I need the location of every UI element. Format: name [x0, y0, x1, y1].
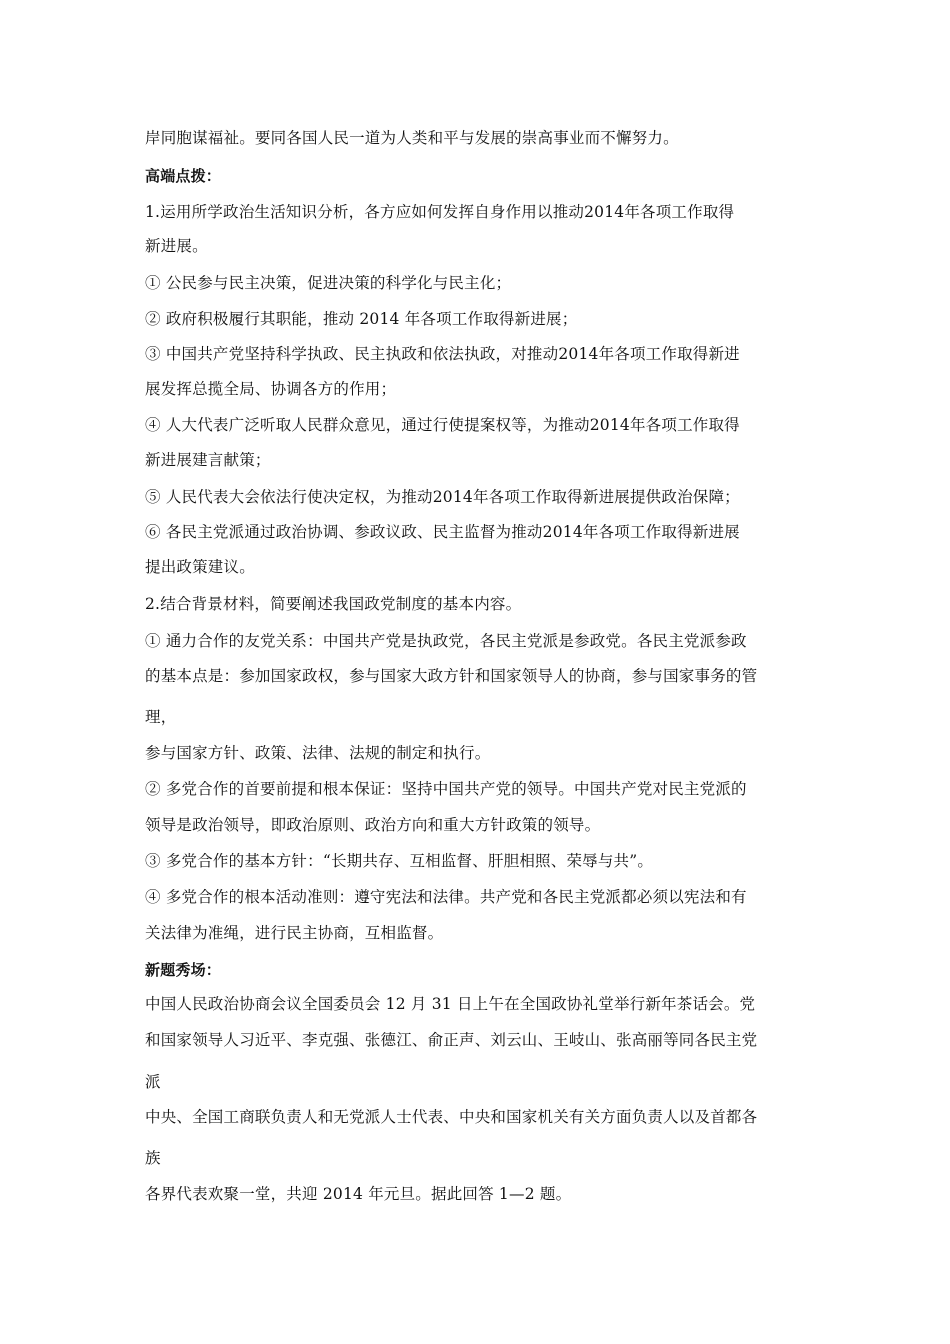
text-line: 和国家领导人习近平、李克强、张德江、俞正声、刘云山、王岐山、张高丽等同各民主党 [145, 1031, 758, 1049]
answer-line: ② 多党合作的首要前提和根本保证：坚持中国共产党的领导。中国共产党对民主党派的 [145, 780, 747, 798]
answer-line: ④ 人大代表广泛听取人民群众意见，通过行使提案权等，为推动2014年各项工作取得 [145, 416, 740, 434]
text-line: 派 [145, 1073, 161, 1091]
answer-line: ④ 多党合作的根本活动准则：遵守宪法和法律。共产党和各民主党派都必须以宪法和有 [145, 888, 747, 906]
text-line: 新进展。 [145, 237, 208, 255]
text-line: 中央、全国工商联负责人和无党派人士代表、中央和国家机关有关方面负责人以及首都各 [145, 1108, 758, 1126]
question-line: 1.运用所学政治生活知识分析，各方应如何发挥自身作用以推动2014年各项工作取得 [145, 203, 735, 221]
text-line: 新进展建言献策； [145, 451, 271, 469]
answer-line: ⑥ 各民主党派通过政治协调、参政议政、民主监督为推动2014年各项工作取得新进展 [145, 523, 740, 541]
text-line: 提出政策建议。 [145, 558, 255, 576]
answer-line: ① 通力合作的友党关系：中国共产党是执政党，各民主党派是参政党。各民主党派参政 [145, 632, 747, 650]
question-line: 2.结合背景材料，简要阐述我国政党制度的基本内容。 [145, 595, 522, 613]
section-heading: 高端点拨： [145, 167, 222, 185]
text-line: 的基本点是：参加国家政权，参与国家大政方针和国家领导人的协商，参与国家事务的管 [145, 667, 758, 685]
answer-line: ② 政府积极履行其职能，推动 2014 年各项工作取得新进展； [145, 310, 578, 328]
text-line: 关法律为准绳，进行民主协商，互相监督。 [145, 924, 444, 942]
answer-line: ⑤ 人民代表大会依法行使决定权，为推动2014年各项工作取得新进展提供政治保障； [145, 488, 740, 506]
text-line: 展发挥总揽全局、协调各方的作用； [145, 380, 397, 398]
text-line: 岸同胞谋福祉。要同各国人民一道为人类和平与发展的崇高事业而不懈努力。 [145, 129, 679, 147]
text-line: 族 [145, 1149, 161, 1167]
answer-line: ③ 中国共产党坚持科学执政、民主执政和依法执政，对推动2014年各项工作取得新进 [145, 345, 740, 363]
answer-line: ① 公民参与民主决策，促进决策的科学化与民主化； [145, 274, 512, 292]
text-line: 中国人民政治协商会议全国委员会 12 月 31 日上午在全国政协礼堂举行新年茶话会。党 [145, 995, 756, 1013]
answer-line: ③ 多党合作的基本方针：“长期共存、互相监督、肝胆相照、荣辱与共”。 [145, 852, 654, 870]
text-line: 领导是政治领导，即政治原则、政治方向和重大方针政策的领导。 [145, 816, 601, 834]
text-line: 理， [145, 708, 177, 726]
text-line: 参与国家方针、政策、法律、法规的制定和执行。 [145, 744, 491, 762]
section-heading: 新题秀场： [145, 961, 222, 979]
text-line: 各界代表欢聚一堂，共迎 2014 年元旦。据此回答 1—2 题。 [145, 1185, 572, 1203]
